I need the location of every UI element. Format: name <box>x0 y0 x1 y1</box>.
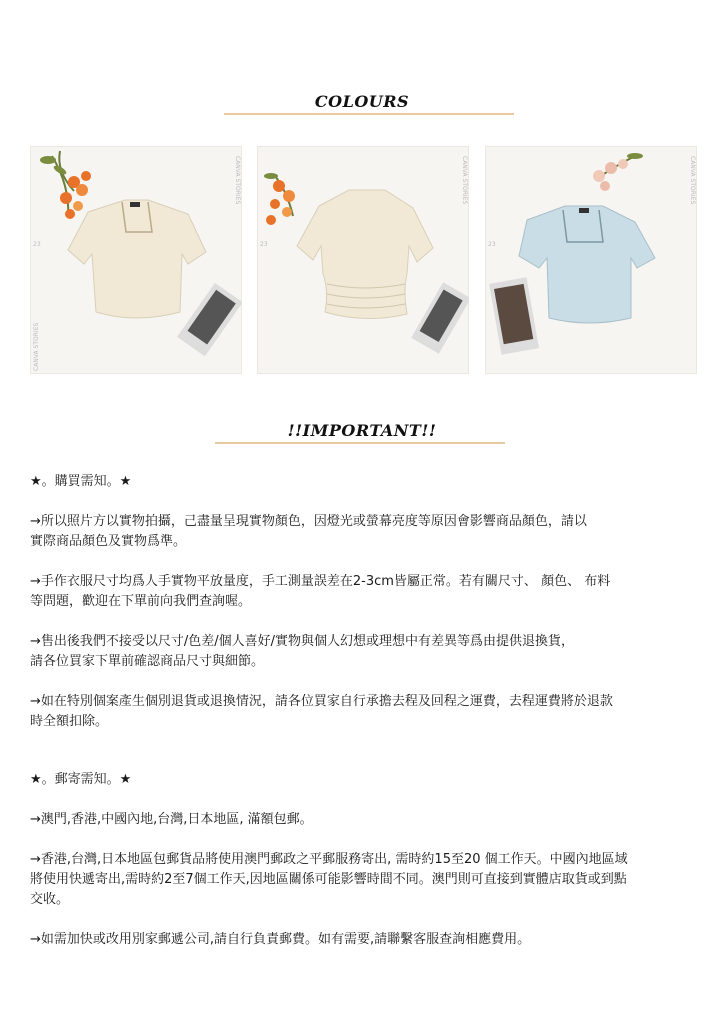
purchase-note-3-line2: 請各位買家下單前確認商品尺寸與細節。 <box>30 654 265 669</box>
magazine-prop <box>411 282 469 353</box>
flower-decoration <box>40 151 91 219</box>
notes-body <box>30 472 670 950</box>
shipping-note-2-line2: 將使用快遞寄出,需時約2至7個工作天,因地區關係可能影響時間不同。澳門則可直接到實體店取貨或到點 <box>30 872 627 887</box>
important-title: !!IMPORTANT!! <box>287 421 437 440</box>
shipping-note-1: →澳門,香港,中國內地,台灣,日本地區, 滿額包郵。 <box>30 812 313 827</box>
purchase-note-2-line2: 等問題，歡迎在下單前向我們查詢喔。 <box>30 594 252 609</box>
product-illustration <box>485 146 697 374</box>
watermark-label-side: CANVA STORIES <box>33 322 40 371</box>
purchase-notes-heading: ★。購買需知。★ <box>30 474 132 489</box>
purchase-note-2-line1: →手作衣服尺寸均爲人手實物平放量度，手工測量誤差在2-3cm皆屬正常。若有關尺寸、 顏色、 布料 <box>30 574 611 589</box>
magazine-prop <box>177 283 242 357</box>
important-underline <box>215 442 505 444</box>
product-photo-cream-2[interactable] <box>257 146 469 374</box>
colours-underline <box>224 113 514 115</box>
product-photo-blue[interactable] <box>485 146 697 374</box>
purchase-note-4-line2: 時全額扣除。 <box>30 714 109 729</box>
frame-code: 23 <box>260 241 268 248</box>
purchase-note-3-line1: →售出後我們不接受以尺寸/色差/個人喜好/實物與個人幻想或理想中有差異等爲由提供退換貨， <box>30 634 575 649</box>
purchase-note-1-line2: 實際商品顏色及實物爲準。 <box>30 534 187 549</box>
colours-title: COLOURS <box>314 92 410 111</box>
flower-decoration <box>264 173 295 225</box>
purchase-note-4-line1: →如在特別個案產生個別退貨或退換情況，請各位買家自行承擔去程及回程之運費，去程運費將於退款 <box>30 694 613 709</box>
flower-decoration <box>593 153 643 191</box>
frame-code: 23 <box>488 241 496 248</box>
shipping-note-2-line1: →香港,台灣,日本地區包郵貨品將使用澳門郵政之平郵服務寄出, 需時約15至20 個工作天。中國內地區域 <box>30 852 628 867</box>
blouse-shape <box>297 190 433 319</box>
shipping-note-3: →如需加快或改用別家郵遞公司,請自行負責郵費。如有需要,請聯繫客服查詢相應費用。 <box>30 932 531 947</box>
blouse-shape <box>68 200 206 318</box>
shipping-notes-heading: ★。郵寄需知。★ <box>30 772 132 787</box>
shipping-note-2-line3: 交收。 <box>30 892 70 907</box>
watermark-label: CANVA STORIES <box>461 156 468 205</box>
product-illustration <box>257 146 469 374</box>
purchase-note-1-line1: →所以照片方以實物拍攝，己盡量呈現實物顏色，因燈光或螢幕亮度等原因會影響商品顏色，請以 <box>30 514 587 529</box>
product-photo-cream-1[interactable] <box>30 146 242 374</box>
product-illustration <box>30 146 242 374</box>
magazine-prop <box>489 277 539 355</box>
watermark-label: CANVA STORIES <box>689 156 696 205</box>
blouse-shape <box>519 206 655 323</box>
watermark-label: CANVA STORIES <box>234 156 241 205</box>
frame-code: 23 <box>33 241 41 248</box>
